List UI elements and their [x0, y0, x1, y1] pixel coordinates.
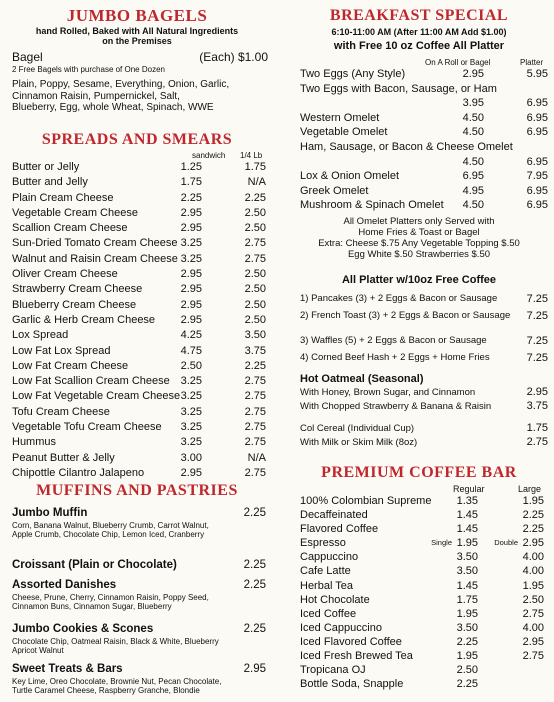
item-name: Blueberry Cream Cheese	[12, 298, 137, 311]
pastry-description: Corn, Banana Walnut, Blueberry Crumb, Carrot Walnut,	[12, 521, 209, 530]
item-name: Lox Spread	[12, 329, 69, 342]
pastry-name: Jumbo Muffin	[12, 507, 88, 519]
item-name: Ham, Sausage, or Bacon & Cheese Omelet	[300, 140, 513, 153]
menu-row	[6, 389, 268, 404]
menu-row	[6, 236, 268, 251]
price-regular: 1.35	[456, 495, 478, 507]
menu-row	[288, 125, 550, 140]
breakfast-list	[288, 67, 550, 213]
price-platter: 6.95	[526, 126, 548, 139]
platter-price: 7.25	[526, 335, 548, 347]
item-name: Vegetable Cream Cheese	[12, 206, 138, 219]
menu-row	[288, 198, 550, 213]
price-large: 2.25	[522, 523, 544, 536]
pastry-item	[6, 558, 268, 578]
price-sandwich: 2.95	[180, 268, 202, 281]
price-sandwich: 2.95	[180, 298, 202, 311]
muffins-list	[6, 506, 268, 702]
coffee-bar-title: PREMIUM COFFEE BAR	[321, 464, 517, 481]
item-name: Greek Omelet	[300, 184, 369, 197]
omelet-note	[288, 216, 550, 260]
price-large: 2.95	[522, 635, 544, 648]
price-roll: 4.50	[462, 126, 484, 139]
menu-row	[288, 607, 550, 621]
item-name: Mushroom & Spinach Omelet	[300, 199, 444, 212]
menu-row	[288, 184, 550, 199]
menu-row	[6, 221, 268, 236]
platter-name: 1) Pancakes (3) + 2 Eggs & Bacon or Sausage	[300, 293, 498, 304]
menu-row	[288, 169, 550, 184]
menu-row	[6, 405, 268, 420]
price-large: 4.00	[522, 551, 544, 564]
price-quarter-lb: 2.75	[244, 252, 266, 265]
price-sandwich: 3.25	[180, 436, 202, 449]
bagel-varieties-line: Cinnamon Raisin, Pumpernickel, Salt,	[12, 90, 180, 102]
price-platter: 6.95	[526, 184, 548, 197]
price-quarter-lb: N/A	[247, 176, 266, 189]
price-regular: 2.25	[456, 635, 478, 648]
item-name: Low Fat Vegetable Cream Cheese	[12, 390, 181, 403]
price-sandwich: 2.95	[180, 283, 202, 296]
item-name: Sun-Dried Tomato Cream Cheese	[12, 237, 178, 250]
item-name: Two Eggs (Any Style)	[300, 68, 406, 80]
menu-row	[6, 435, 268, 450]
price-regular: 3.50	[456, 551, 478, 564]
breakfast-time: 6:10-11:00 AM (After 11:00 AM Add $1.00)	[331, 27, 507, 37]
coffee-col-regular: Regular	[453, 484, 485, 494]
coffee-name: Decaffeinated	[300, 509, 368, 522]
menu-row	[6, 328, 268, 343]
bagel-price: (Each) $1.00	[199, 50, 268, 64]
price-sandwich: 3.25	[180, 237, 202, 250]
bagel-price-row	[12, 50, 268, 64]
price-quarter-lb: 2.50	[244, 222, 266, 235]
price-sandwich: 2.25	[180, 191, 202, 204]
pastry-name-row	[6, 558, 268, 573]
oatmeal-option: With Chopped Strawberry & Banana & Raisin	[300, 400, 492, 412]
item-price: 1.75	[526, 422, 548, 434]
breakfast-title: BREAKFAST SPECIAL	[329, 7, 509, 24]
menu-row	[6, 374, 268, 389]
price-large: 1.95	[522, 579, 544, 592]
menu-row	[6, 466, 268, 481]
item-name: Low Fat Lox Spread	[12, 344, 111, 357]
pastry-price: 2.25	[243, 623, 266, 635]
pastry-name: Assorted Danishes	[12, 579, 117, 591]
menu-row	[6, 313, 268, 328]
price-sandwich: 2.95	[180, 222, 202, 235]
item-name: Vegetable Omelet	[300, 126, 388, 139]
menu-row	[6, 359, 268, 374]
extras-line: Egg White $.50 Strawberries $.50	[347, 249, 491, 260]
item-name: Low Fat Cream Cheese	[12, 359, 129, 372]
price-large: 2.75	[522, 650, 544, 663]
menu-row	[6, 267, 268, 282]
price-platter: 6.95	[526, 97, 548, 110]
price-large: 2.75	[522, 607, 544, 620]
coffee-name: Espresso	[300, 537, 346, 550]
price-quarter-lb: 2.75	[244, 436, 266, 449]
menu-row	[6, 252, 268, 267]
coffee-name: Hot Chocolate	[300, 593, 370, 606]
oatmeal-list	[288, 386, 550, 413]
jumbo-bagels-subtitle-2: on the Premises	[102, 36, 172, 46]
price-large: 4.00	[522, 565, 544, 578]
price-regular: 1.75	[456, 593, 478, 606]
extras-line: Extra: Cheese $.75 Any Vegetable Topping $.50	[318, 238, 520, 249]
menu-row	[288, 351, 550, 366]
item-name: Low Fat Scallion Cream Cheese	[12, 375, 170, 388]
cereal-option: Col Cereal (Individual Cup)	[300, 423, 415, 434]
price-roll: 4.50	[462, 155, 484, 168]
price-platter: 5.95	[526, 68, 548, 80]
price-platter: 6.95	[526, 111, 548, 124]
pastry-name-row	[6, 578, 268, 593]
item-name: Vegetable Tofu Cream Cheese	[12, 421, 162, 434]
platter-price: 7.25	[526, 310, 548, 322]
price-regular: 3.50	[456, 565, 478, 578]
pastry-description: Turtle Caramel Cheese, Raspberry Granche, Blondie	[12, 686, 200, 695]
price-large: 2.95	[522, 537, 544, 550]
pastry-item	[6, 622, 268, 662]
jumbo-bagels-title: JUMBO BAGELS	[66, 6, 208, 25]
item-price: 3.75	[526, 399, 548, 412]
menu-row	[288, 536, 550, 550]
item-name: Garlic & Herb Cream Cheese	[12, 313, 156, 326]
price-quarter-lb: N/A	[247, 451, 266, 464]
pastry-name-row	[6, 662, 268, 677]
pastry-description: Apple Crumb, Chocolate Chip, Lemon Iced, Cranberry	[12, 530, 205, 539]
jumbo-bagels-section	[6, 6, 268, 46]
bagel-label: Bagel	[12, 50, 43, 64]
price-quarter-lb: 2.50	[244, 283, 266, 296]
price-sandwich: 2.95	[180, 466, 202, 479]
oatmeal-title: Hot Oatmeal (Seasonal)	[300, 373, 424, 385]
item-name: Oliver Cream Cheese	[12, 268, 118, 281]
platter-name: 4) Corned Beef Hash + 2 Eggs + Home Fries	[300, 352, 490, 363]
price-regular: 1.45	[456, 509, 478, 522]
menu-row	[6, 191, 268, 206]
price-regular: 2.50	[456, 664, 478, 677]
single-label: Single	[431, 538, 452, 548]
bagel-free-note: 2 Free Bagels with purchase of One Dozen	[12, 65, 165, 74]
all-platter-title: All Platter w/10oz Free Coffee	[341, 274, 497, 286]
price-regular: 1.95	[456, 537, 478, 550]
pastry-name: Jumbo Cookies & Scones	[12, 623, 154, 635]
price-sandwich: 3.25	[180, 252, 202, 265]
price-regular: 1.45	[456, 523, 478, 536]
jumbo-bagels-subtitle: hand Rolled, Baked with All Natural Ingredients	[35, 26, 239, 36]
price-quarter-lb: 2.75	[244, 390, 266, 403]
pastry-name-row	[6, 622, 268, 637]
menu-row	[288, 422, 550, 436]
platter-name: 2) French Toast (3) + 2 Eggs & Bacon or Sausage	[300, 310, 511, 321]
pastry-description: Cheese, Prune, Cherry, Cinnamon Raisin, Poppy Seed,	[12, 593, 209, 602]
menu-row	[288, 334, 550, 349]
bagel-varieties	[12, 79, 268, 114]
omelet-note-line: All Omelet Platters only Served with	[343, 216, 495, 227]
menu-row	[288, 386, 550, 400]
pastry-price: 2.25	[243, 559, 266, 571]
pastry-name-row	[6, 506, 268, 521]
price-sandwich: 4.75	[180, 344, 202, 357]
price-quarter-lb: 2.75	[244, 237, 266, 250]
menu-row	[6, 420, 268, 435]
bagel-varieties-line: Blueberry, Egg, whole Wheat, Spinach, WWE	[12, 102, 214, 113]
item-name: Tofu Cream Cheese	[12, 405, 110, 418]
spreads-title: SPREADS AND SMEARS	[41, 131, 233, 148]
price-sandwich: 2.95	[180, 313, 202, 326]
item-name: Plain Cream Cheese	[12, 191, 114, 204]
price-quarter-lb: 3.50	[244, 329, 266, 342]
menu-row	[288, 621, 550, 635]
price-sandwich: 1.25	[180, 161, 202, 173]
price-sandwich: 3.25	[180, 405, 202, 418]
price-sandwich: 2.50	[180, 359, 202, 372]
spreads-col-sandwich: sandwich	[192, 151, 226, 160]
menu-row	[6, 175, 268, 190]
item-name: Butter or Jelly	[12, 161, 80, 173]
price-roll: 4.50	[462, 199, 484, 212]
menu-row	[288, 436, 550, 450]
pastry-description: Cinnamon Buns, Cinnamon Sugar, Blueberry	[12, 602, 172, 611]
spreads-col-quarter-lb: 1/4 Lb	[240, 151, 263, 160]
pastry-name: Croissant (Plain or Chocolate)	[12, 559, 177, 571]
item-name: Butter and Jelly	[12, 176, 88, 189]
menu-row	[288, 140, 550, 155]
menu-row	[6, 160, 268, 175]
platter-price: 7.25	[526, 293, 548, 305]
pastry-item	[6, 662, 268, 702]
menu-row	[6, 298, 268, 313]
price-quarter-lb: 2.50	[244, 298, 266, 311]
price-platter: 6.95	[526, 155, 548, 168]
menu-row	[288, 635, 550, 649]
price-quarter-lb: 2.75	[244, 466, 266, 479]
price-large: 2.50	[522, 593, 544, 606]
menu-row	[6, 451, 268, 466]
muffins-title: MUFFINS AND PASTRIES	[36, 482, 238, 499]
menu-row	[288, 550, 550, 564]
coffee-name: 100% Colombian Supreme	[300, 495, 432, 507]
pastry-price: 2.25	[243, 579, 266, 591]
price-quarter-lb: 2.25	[244, 191, 266, 204]
menu-row	[288, 82, 550, 97]
coffee-name: Tropicana OJ	[300, 664, 366, 677]
price-sandwich: 3.00	[180, 451, 202, 464]
item-price: 2.95	[526, 386, 548, 398]
coffee-name: Bottle Soda, Snapple	[300, 678, 404, 691]
double-label: Double	[494, 538, 518, 548]
menu-row	[288, 494, 550, 508]
item-name: Peanut Butter & Jelly	[12, 451, 115, 464]
price-roll: 6.95	[462, 170, 484, 183]
menu-row	[288, 155, 550, 170]
menu-row	[288, 400, 550, 414]
menu-row	[288, 522, 550, 536]
pastry-item	[6, 578, 268, 622]
pastry-description: Chocolate Chip, Oatmeal Raisin, Black & White, Blueberry	[12, 637, 219, 646]
price-roll: 3.95	[462, 97, 484, 110]
price-quarter-lb: 2.50	[244, 206, 266, 219]
pastry-price: 2.95	[243, 663, 266, 675]
menu-row	[288, 96, 550, 111]
menu-row	[6, 282, 268, 297]
cereal-list	[288, 422, 550, 449]
menu-row	[6, 206, 268, 221]
item-name: Two Eggs with Bacon, Sausage, or Ham	[300, 82, 497, 95]
breakfast-free-coffee: with Free 10 oz Coffee All Platter	[333, 40, 505, 52]
coffee-name: Cafe Latte	[300, 565, 351, 578]
item-price: 2.75	[526, 435, 548, 448]
price-quarter-lb: 2.75	[244, 375, 266, 388]
coffee-name: Iced Fresh Brewed Tea	[300, 650, 413, 663]
menu-row	[288, 508, 550, 522]
menu-row	[288, 579, 550, 593]
item-name: Scallion Cream Cheese	[12, 222, 128, 235]
price-platter: 6.95	[526, 199, 548, 212]
price-regular: 1.45	[456, 579, 478, 592]
price-sandwich: 3.25	[180, 421, 202, 434]
coffee-name: Flavored Coffee	[300, 523, 379, 536]
menu-row	[288, 564, 550, 578]
menu-row	[288, 649, 550, 663]
cereal-option: With Milk or Skim Milk (8oz)	[300, 436, 418, 448]
menu-row	[288, 309, 550, 324]
price-sandwich: 3.25	[180, 375, 202, 388]
price-sandwich: 1.75	[180, 176, 202, 189]
oatmeal-option: With Honey, Brown Sugar, and Cinnamon	[300, 387, 476, 398]
price-quarter-lb: 1.75	[244, 161, 266, 173]
menu-row	[288, 677, 550, 691]
platter-price: 7.25	[526, 352, 548, 364]
price-roll: 4.95	[462, 184, 484, 197]
spreads-list	[6, 160, 268, 481]
price-roll: 2.95	[462, 68, 484, 80]
item-name: Walnut and Raisin Cream Cheese	[12, 252, 178, 265]
item-name: Chipottle Cilantro Jalapeno	[12, 466, 145, 479]
menu-row	[288, 292, 550, 307]
menu-row	[6, 344, 268, 359]
price-quarter-lb: 2.75	[244, 421, 266, 434]
price-sandwich: 2.95	[180, 206, 202, 219]
price-quarter-lb: 3.75	[244, 344, 266, 357]
price-sandwich: 3.25	[180, 390, 202, 403]
coffee-name: Iced Cappuccino	[300, 621, 382, 634]
coffee-list	[288, 494, 550, 691]
pastry-item	[6, 506, 268, 558]
pastry-description: Key Lime, Oreo Chocolate, Brownie Nut, Pecan Chocolate,	[12, 677, 222, 686]
price-platter: 7.95	[526, 170, 548, 183]
price-regular: 1.95	[456, 650, 478, 663]
price-sandwich: 4.25	[180, 329, 202, 342]
price-quarter-lb: 2.25	[244, 359, 266, 372]
item-name: Strawberry Cream Cheese	[12, 283, 143, 296]
pastry-name: Sweet Treats & Bars	[12, 663, 123, 675]
item-name: Hummus	[12, 436, 57, 449]
coffee-col-large: Large	[518, 484, 542, 494]
bagel-varieties-line: Plain, Poppy, Sesame, Everything, Onion, Garlic,	[12, 79, 230, 90]
price-regular: 3.50	[456, 621, 478, 634]
pastry-description: Apricot Walnut	[12, 646, 64, 655]
coffee-name: Herbal Tea	[300, 579, 353, 592]
coffee-name: Cappuccino	[300, 551, 359, 564]
menu-row	[288, 111, 550, 126]
coffee-name: Iced Flavored Coffee	[300, 635, 402, 648]
price-quarter-lb: 2.50	[244, 313, 266, 326]
price-large: 1.95	[522, 495, 544, 507]
price-large: 4.00	[522, 621, 544, 634]
omelet-note-line: Home Fries & Toast or Bagel	[358, 227, 480, 238]
breakfast-col-platter: Platter	[520, 58, 544, 67]
price-roll: 4.50	[462, 111, 484, 124]
pastry-price: 2.25	[243, 507, 266, 519]
menu-row	[288, 663, 550, 677]
price-quarter-lb: 2.75	[244, 405, 266, 418]
price-regular: 1.95	[456, 607, 478, 620]
item-name: Lox & Onion Omelet	[300, 170, 400, 183]
coffee-name: Iced Coffee	[300, 607, 357, 620]
price-quarter-lb: 2.50	[244, 268, 266, 281]
menu-row	[288, 593, 550, 607]
price-regular: 2.25	[456, 678, 478, 691]
price-large: 2.25	[522, 509, 544, 522]
menu-row	[288, 67, 550, 82]
item-name: Western Omelet	[300, 111, 380, 124]
breakfast-col-roll: On A Roll or Bagel	[425, 58, 491, 67]
platter-name: 3) Waffles (5) + 2 Eggs & Bacon or Sausage	[300, 335, 487, 346]
